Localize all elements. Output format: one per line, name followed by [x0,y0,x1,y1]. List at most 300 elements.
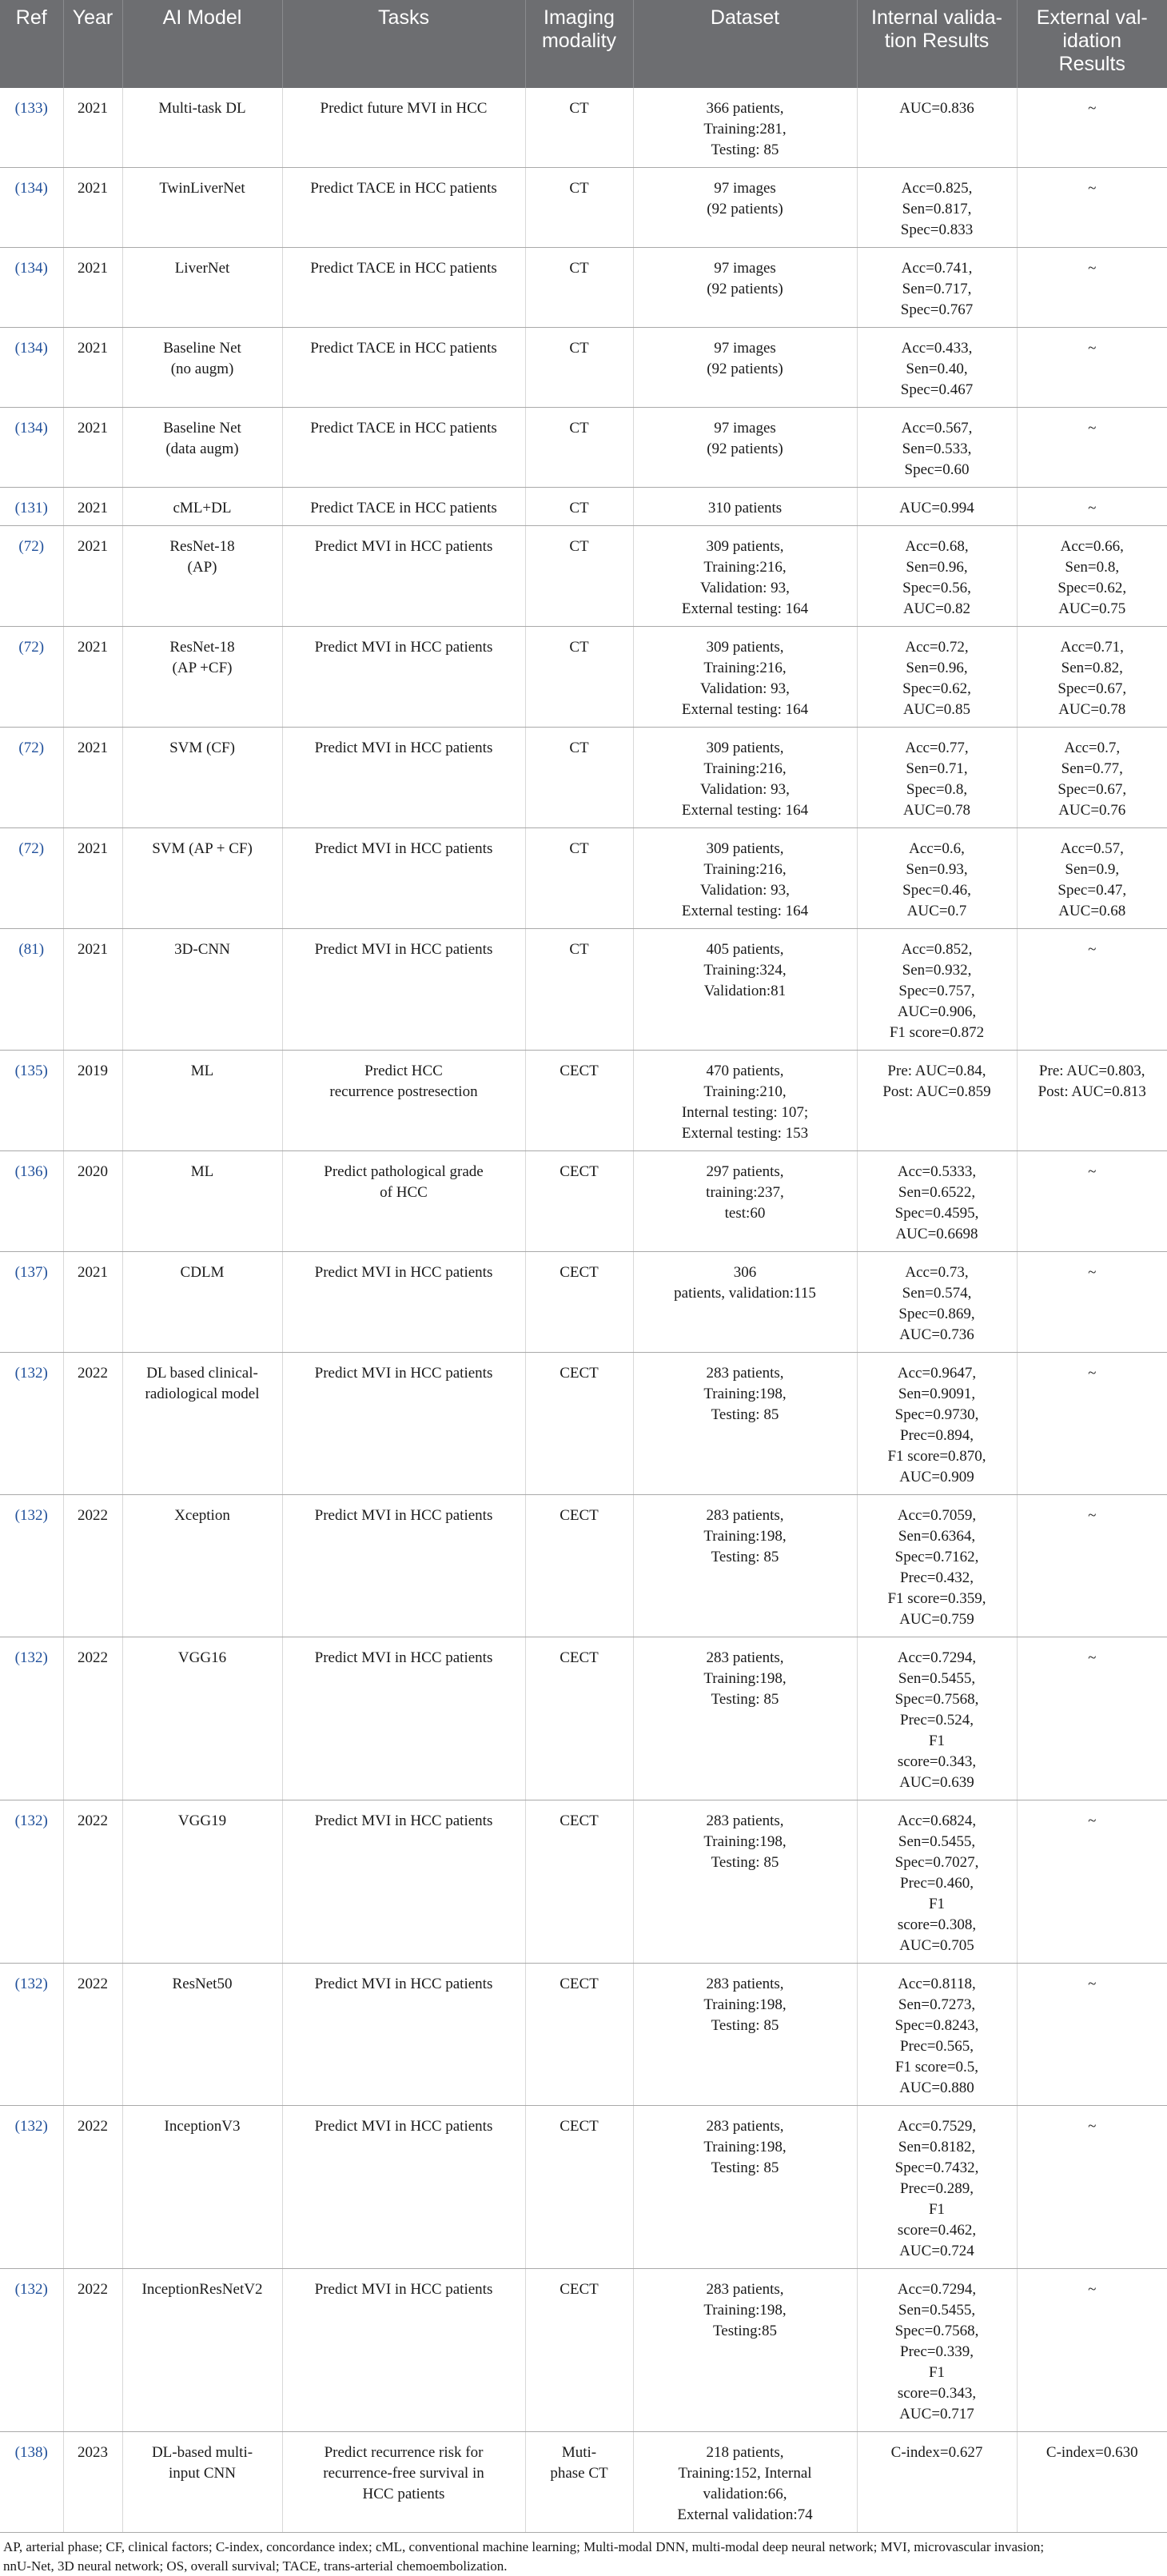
cell-ai-model [122,2269,282,2432]
cell-dataset-line: Validation: 93, [700,680,790,697]
cell-year [63,168,122,248]
cell-dataset-line: Validation: 93, [700,781,790,798]
table-row [0,2432,1167,2533]
cell-imaging-modality [525,1353,633,1495]
ref-link[interactable]: 135 [20,1063,43,1079]
cell-internal-results-line: Spec=0.56, [902,580,971,596]
year-text: 2021 [78,340,108,357]
cell-internal-results-line: AUC=0.736 [899,1326,974,1343]
year-text: 2021 [78,1264,108,1281]
cell-internal-results [857,1353,1017,1495]
cell-internal-results-line: Prec=0.894, [900,1427,974,1444]
cell-imaging-modality [525,1964,633,2106]
cell-imaging-modality-line: CECT [560,1365,599,1382]
year-text: 2021 [78,538,108,555]
table-body [0,88,1167,2533]
cell-external-results-line: ~ [1088,100,1097,117]
cell-internal-results-line: Acc=0.7059, [897,1507,977,1524]
cell-internal-results-line: F1 [928,1733,946,1749]
cell-dataset-line: Testing:85 [713,2323,777,2339]
cell-external-results-line: ~ [1088,420,1097,437]
cell-external-results-line: Sen=0.9, [1065,861,1120,878]
cell-year [63,1353,122,1495]
cell-internal-results [857,328,1017,408]
table-row [0,1637,1167,1800]
cell-imaging-modality-line: CECT [560,1649,599,1666]
cell-dataset-line: External validation:74 [677,2506,813,2523]
cell-dataset [633,248,857,328]
cell-internal-results-line: score=0.343, AUC=0.717 [897,2385,977,2422]
cell-imaging-modality-line: CT [569,260,589,277]
cell-dataset-line: Testing: 85 [711,2159,779,2176]
cell-internal-results [857,488,1017,526]
cell-internal-results [857,1964,1017,2106]
cell-internal-results-line: Sen=0.932, [902,962,972,979]
cell-tasks [282,1964,525,2106]
ref-link[interactable]: 72 [23,840,39,857]
cell-ai-model-line: radiological model [145,1386,260,1402]
cell-dataset-line: Training:216, [703,861,787,878]
cell-internal-results-line: Acc=0.825, [901,180,973,197]
year-text: 2022 [78,2118,108,2135]
ref-link[interactable]: 134 [20,180,43,197]
ref-link[interactable]: 133 [20,100,43,117]
cell-tasks-line: Predict MVI in HCC patients [314,1365,493,1382]
cell-internal-results [857,2106,1017,2269]
header-imaging-line-2: modality [541,30,617,52]
footnote-line-2: nnU-Net, 3D neural network; OS, overall survival; TACE, trans-arterial chemoembolization. [3,2558,508,2574]
cell-internal-results-line: Sen=0.574, [902,1285,972,1302]
cell-tasks-line: Predict MVI in HCC patients [314,2118,493,2135]
year-text: 2019 [78,1063,108,1079]
ref-link[interactable]: 72 [23,740,39,756]
cell-imaging-modality [525,929,633,1051]
cell-dataset [633,408,857,488]
cell-dataset [633,2432,857,2533]
cell-ai-model-line: (no augm) [170,361,234,377]
cell-imaging-modality-line: CT [569,639,589,656]
cell-ai-model [122,488,282,526]
cell-dataset [633,2269,857,2432]
cell-ref: (134) [0,408,63,488]
cell-internal-results [857,1495,1017,1637]
cell-dataset-line: Testing: 85 [711,1406,779,1423]
cell-internal-results-line: Pre: AUC=0.84, [887,1063,986,1079]
cell-year [63,1051,122,1151]
cell-external-results-line: Spec=0.67, [1057,781,1127,798]
cell-dataset-line: 470 patients, [706,1063,784,1079]
cell-year [63,526,122,627]
cell-internal-results [857,1051,1017,1151]
cell-dataset-line: test:60 [724,1205,766,1222]
header-dataset: Dataset [633,0,857,88]
header-year: Year [63,0,122,88]
cell-external-results [1017,1151,1167,1252]
ref-link[interactable]: 132 [20,2118,43,2135]
cell-internal-results [857,408,1017,488]
cell-internal-results-line: F1 score=0.359, [887,1590,986,1607]
cell-internal-results-line: Sen=0.8182, Spec=0.7432, [894,2139,979,2176]
cell-external-results-line: ~ [1088,260,1097,277]
cell-internal-results-line: Sen=0.533, [902,441,972,457]
cell-ai-model-line: 3D-CNN [174,941,230,958]
cell-external-results-line: Spec=0.67, [1057,680,1127,697]
cell-tasks [282,248,525,328]
cell-ai-model [122,1495,282,1637]
cell-tasks-line: Predict MVI in HCC patients [314,1812,493,1829]
cell-external-results-line: Acc=0.71, [1060,639,1124,656]
cell-external-results [1017,526,1167,627]
cell-ai-model [122,1800,282,1964]
cell-external-results-line: ~ [1088,340,1097,357]
cell-ref: (133) [0,88,63,168]
cell-external-results [1017,828,1167,929]
cell-tasks-line: recurrence postresection [329,1083,478,1100]
ref-link[interactable]: 132 [20,1507,43,1524]
cell-tasks [282,2269,525,2432]
cell-dataset-line: Training:198, [703,2302,787,2319]
ref-link[interactable]: 132 [20,1365,43,1382]
cell-ai-model-line: (AP) [187,559,217,576]
cell-tasks-line: Predict MVI in HCC patients [314,2281,493,2298]
cell-internal-results-line: Prec=0.565, [900,2038,974,2055]
cell-tasks [282,1353,525,1495]
cell-external-results-line: Acc=0.57, [1060,840,1124,857]
cell-external-results-line: ~ [1088,1507,1097,1524]
cell-dataset-line: 283 patients, [706,2281,784,2298]
cell-internal-results-line: Sen=0.5455, Spec=0.7027, [894,1833,979,1871]
cell-dataset-line: External testing: 153 [681,1125,809,1142]
cell-external-results [1017,408,1167,488]
ref-link[interactable]: 136 [20,1163,43,1180]
cell-dataset-line: Training:198, [703,1833,787,1850]
cell-internal-results-line: AUC=0.906, [897,1003,977,1020]
cell-dataset-line: Training:198, [703,2139,787,2155]
cell-imaging-modality-line: CT [569,941,589,958]
cell-dataset-line: validation:66, [703,2486,787,2502]
cell-external-results [1017,1252,1167,1353]
ref-link[interactable]: 132 [20,1649,43,1666]
cell-dataset-line: Validation: 93, [700,882,790,899]
cell-dataset [633,929,857,1051]
cell-imaging-modality-line: CECT [560,1264,599,1281]
cell-dataset-line: 97 images [714,260,776,277]
cell-dataset [633,488,857,526]
cell-ref: (132) [0,1964,63,2106]
cell-dataset-line: training:237, [706,1184,784,1201]
cell-internal-results-line: Prec=0.460, [900,1875,974,1892]
cell-tasks [282,2106,525,2269]
cell-ref: (72) [0,627,63,728]
cell-internal-results-line: Acc=0.7529, [897,2118,977,2135]
cell-imaging-modality-line: CECT [560,2118,599,2135]
cell-imaging-modality [525,88,633,168]
cell-external-results-line: ~ [1088,1649,1097,1666]
cell-ai-model [122,168,282,248]
cell-tasks-line: Predict MVI in HCC patients [314,1976,493,1992]
cell-ai-model-line: ResNet-18 [169,639,235,656]
cell-internal-results-line: F1 score=0.870, [887,1448,986,1465]
cell-dataset-line: Training:216, [703,660,787,676]
cell-dataset-line: External testing: 164 [681,903,809,919]
year-text: 2021 [78,500,108,516]
cell-dataset [633,526,857,627]
cell-dataset-line: 97 images [714,180,776,197]
cell-ai-model-line: InceptionResNetV2 [141,2281,263,2298]
cell-year [63,2269,122,2432]
year-text: 2021 [78,740,108,756]
header-internal-line-1: Internal valida- [871,6,1002,29]
cell-external-results-line: ~ [1088,1365,1097,1382]
cell-imaging-modality-line: CT [569,340,589,357]
cell-ai-model-line: VGG16 [177,1649,227,1666]
cell-internal-results-line: AUC=0.85 [902,701,971,718]
cell-ref: (132) [0,2269,63,2432]
cell-internal-results-line: Spec=0.833 [900,221,974,238]
cell-year [63,929,122,1051]
ref-link[interactable]: 134 [20,260,43,277]
cell-dataset-line: Training:198, [703,1670,787,1687]
cell-internal-results [857,627,1017,728]
cell-internal-results-line: AUC=0.909 [899,1469,974,1485]
cell-internal-results-line: Sen=0.93, [906,861,968,878]
cell-external-results-line: Post: AUC=0.813 [1038,1083,1146,1100]
cell-tasks [282,88,525,168]
cell-imaging-modality [525,1495,633,1637]
cell-imaging-modality [525,1252,633,1353]
ref-link[interactable]: 132 [20,1812,43,1829]
cell-imaging-modality-line: CT [569,740,589,756]
cell-imaging-modality [525,1637,633,1800]
cell-dataset-line: Testing: 85 [711,142,779,158]
cell-imaging-modality-line: CECT [560,1812,599,1829]
table-row [0,1252,1167,1353]
cell-dataset-line: Training:281, [703,121,787,138]
cell-ref: (132) [0,1353,63,1495]
cell-dataset-line: (92 patients) [707,281,783,297]
cell-internal-results-line: F1 [928,1896,946,1912]
cell-year [63,1151,122,1252]
cell-external-results-line: Spec=0.47, [1057,882,1127,899]
cell-imaging-modality-line: CT [569,180,589,197]
header-imaging-line-1: Imaging [544,6,615,29]
year-text: 2022 [78,1507,108,1524]
cell-internal-results-line: Sen=0.40, [906,361,968,377]
ref-link[interactable]: 132 [20,1976,43,1992]
ref-link[interactable]: 134 [20,420,43,437]
cell-dataset-line: Training:324, [703,962,787,979]
cell-ai-model [122,1964,282,2106]
cell-external-results [1017,168,1167,248]
cell-imaging-modality-line: phase CT [550,2465,608,2482]
ref-link[interactable]: 138 [20,2444,43,2461]
cell-year [63,408,122,488]
cell-internal-results-line: Sen=0.9091, Spec=0.9730, [894,1386,979,1423]
cell-external-results-line: ~ [1088,1264,1097,1281]
table-row [0,2106,1167,2269]
cell-external-results [1017,728,1167,828]
cell-external-results-line: Sen=0.8, [1065,559,1120,576]
cell-year [63,248,122,328]
cell-internal-results-line: Acc=0.852, [901,941,973,958]
cell-external-results [1017,627,1167,728]
cell-tasks-line: Predict TACE in HCC patients [310,260,497,277]
cell-ai-model-line: CDLM [180,1264,225,1281]
ref-link[interactable]: 81 [23,941,39,958]
cell-dataset-line: 218 patients, [706,2444,784,2461]
table-row [0,1964,1167,2106]
cell-internal-results-line: AUC=0.6698 [895,1226,978,1242]
table-row [0,168,1167,248]
cell-dataset-line: 283 patients, [706,1812,784,1829]
cell-dataset-line: Testing: 85 [711,2017,779,2034]
cell-tasks [282,526,525,627]
cell-internal-results-line: AUC=0.759 [899,1611,974,1628]
cell-dataset-line: Training:198, [703,1996,787,2013]
cell-ai-model [122,88,282,168]
cell-imaging-modality [525,828,633,929]
cell-tasks-line: Predict MVI in HCC patients [314,1649,493,1666]
year-text: 2023 [78,2444,108,2461]
cell-dataset-line: 283 patients, [706,1976,784,1992]
ref-link[interactable]: 132 [20,2281,43,2298]
cell-internal-results-line: Acc=0.68, [905,538,969,555]
cell-internal-results-line: Spec=0.46, [902,882,971,899]
cell-imaging-modality [525,408,633,488]
table-row [0,488,1167,526]
cell-tasks [282,1800,525,1964]
cell-ref: (136) [0,1151,63,1252]
cell-tasks [282,1252,525,1353]
cell-dataset-line: External testing: 164 [681,701,809,718]
table-row [0,1151,1167,1252]
cell-ai-model [122,1637,282,1800]
cell-year [63,1637,122,1800]
cell-ref: (135) [0,1051,63,1151]
cell-imaging-modality [525,728,633,828]
cell-internal-results-line: Acc=0.8118, [898,1976,976,1992]
cell-tasks [282,328,525,408]
cell-external-results-line: Acc=0.7, [1064,740,1121,756]
cell-dataset [633,328,857,408]
cell-tasks-line: recurrence-free survival in [323,2465,484,2482]
cell-internal-results-line: F1 [928,2364,946,2381]
year-text: 2022 [78,1812,108,1829]
cell-dataset-line: 405 patients, [706,941,784,958]
cell-internal-results [857,1252,1017,1353]
cell-dataset-line: External testing: 164 [681,600,809,617]
ref-link[interactable]: 72 [23,639,39,656]
cell-external-results-line: Sen=0.77, [1061,760,1123,777]
cell-ai-model-line: (data augm) [165,441,239,457]
year-text: 2021 [78,840,108,857]
cell-year [63,627,122,728]
header-external-line-3: Results [1058,53,1125,75]
cell-dataset-line: patients, validation:115 [674,1285,816,1302]
cell-ref: (132) [0,1800,63,1964]
header-row [0,0,1167,88]
cell-imaging-modality [525,1800,633,1964]
cell-internal-results-line: AUC=0.78 [902,802,971,819]
ref-link[interactable]: 134 [20,340,43,357]
cell-ai-model [122,408,282,488]
cell-external-results-line: ~ [1088,1812,1097,1829]
cell-external-results-line: C-index=0.630 [1046,2444,1138,2461]
cell-dataset-line: Training:216, [703,760,787,777]
cell-external-results-line: AUC=0.78 [1058,701,1126,718]
cell-internal-results-line: Sen=0.717, [902,281,972,297]
cell-internal-results [857,526,1017,627]
cell-imaging-modality [525,1051,633,1151]
ref-link[interactable]: 131 [20,500,43,516]
cell-tasks-line: of HCC [380,1184,428,1201]
cell-internal-results [857,728,1017,828]
cell-tasks [282,1051,525,1151]
cell-dataset-line: 283 patients, [706,2118,784,2135]
cell-internal-results-line: Sen=0.6364, Spec=0.7162, [894,1528,979,1565]
cell-tasks [282,1151,525,1252]
cell-dataset [633,2106,857,2269]
cell-year [63,2106,122,2269]
cell-imaging-modality-line: CT [569,500,589,516]
cell-internal-results-line: Prec=0.524, [900,1712,974,1729]
cell-year [63,488,122,526]
ref-link[interactable]: 137 [20,1264,43,1281]
cell-dataset-line: Testing: 85 [711,1691,779,1708]
table-row [0,627,1167,728]
table-row [0,408,1167,488]
cell-external-results [1017,1051,1167,1151]
cell-external-results [1017,1800,1167,1964]
cell-dataset [633,828,857,929]
cell-dataset-line: Testing: 85 [711,1549,779,1565]
cell-imaging-modality [525,2269,633,2432]
cell-external-results-line: Acc=0.66, [1060,538,1124,555]
cell-dataset-line: 309 patients, [706,538,784,555]
cell-internal-results-line: Spec=0.869, [898,1306,975,1322]
cell-internal-results-line: Sen=0.7273, Spec=0.8243, [894,1996,979,2034]
cell-ai-model [122,248,282,328]
cell-tasks-line: Predict TACE in HCC patients [310,180,497,197]
cell-external-results [1017,2269,1167,2432]
cell-imaging-modality-line: CECT [560,1507,599,1524]
ref-link[interactable]: 72 [23,538,39,555]
cell-internal-results-line: Acc=0.7294, [897,2281,977,2298]
cell-dataset [633,1151,857,1252]
cell-internal-results-line: Acc=0.6, [909,840,965,857]
cell-imaging-modality [525,526,633,627]
cell-imaging-modality [525,627,633,728]
cell-dataset-line: 309 patients, [706,639,784,656]
cell-internal-results-line: Acc=0.9647, [897,1365,977,1382]
table-row [0,248,1167,328]
cell-dataset [633,1051,857,1151]
cell-internal-results-line: AUC=0.82 [902,600,971,617]
cell-internal-results-line: Acc=0.6824, [897,1812,977,1829]
cell-internal-results [857,168,1017,248]
cell-imaging-modality [525,2432,633,2533]
cell-external-results [1017,929,1167,1051]
cell-ai-model [122,1353,282,1495]
cell-external-results-line: AUC=0.68 [1058,903,1126,919]
cell-tasks [282,408,525,488]
cell-ref: (134) [0,168,63,248]
cell-tasks [282,728,525,828]
cell-ref: (131) [0,488,63,526]
cell-imaging-modality-line: CECT [560,2281,599,2298]
table-row [0,728,1167,828]
cell-year [63,1495,122,1637]
